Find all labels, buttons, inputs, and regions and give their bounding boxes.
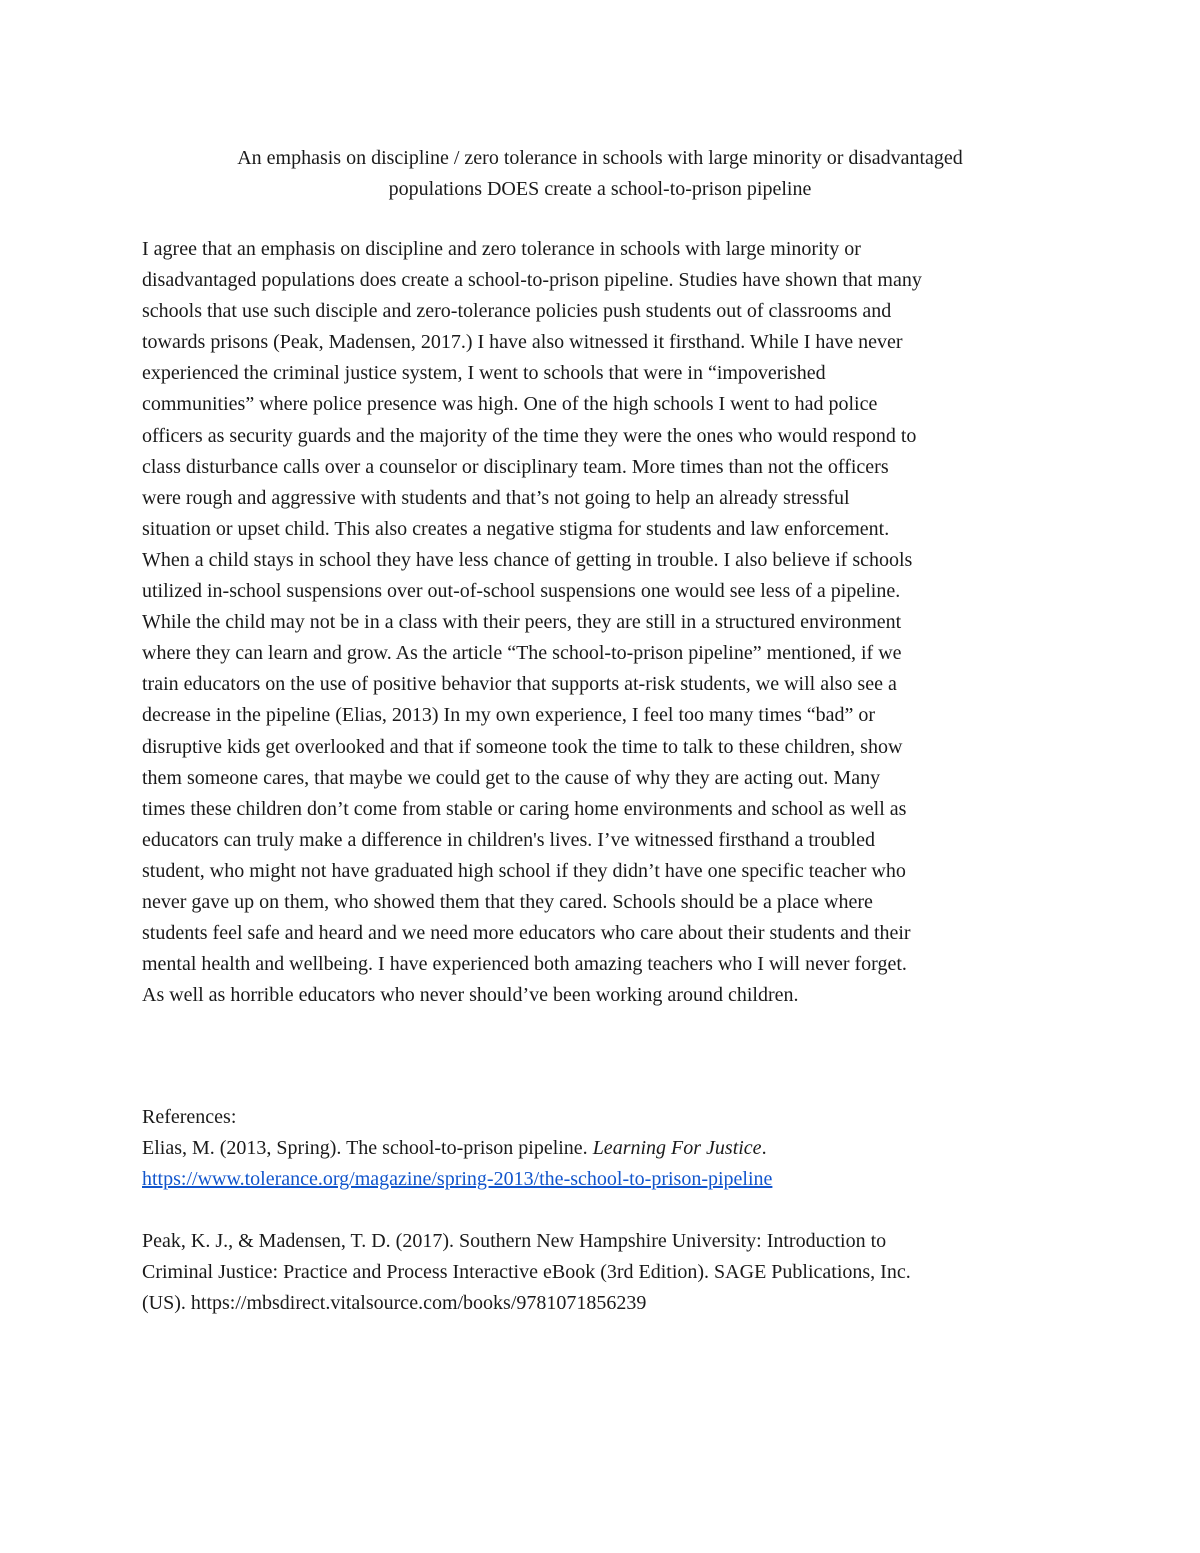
body-line: disruptive kids get overlooked and that if someone took the time to talk to these children, show: [142, 735, 903, 758]
title-line: populations DOES create a school-to-prison pipeline: [388, 178, 812, 200]
body-line: disadvantaged populations does create a school-to-prison pipeline. Studies have shown that many: [142, 269, 922, 292]
body-line: While the child may not be in a class with their peers, they are still in a structured environment: [142, 611, 902, 634]
body-paragraph: [142, 234, 1062, 1011]
body-line: times these children don’t come from stable or caring home environments and school as well as: [142, 797, 907, 820]
title-line: An emphasis on discipline / zero tolerance in schools with large minority or disadvantaged: [237, 147, 963, 169]
reference-elias: [142, 1133, 1062, 1164]
body-line: student, who might not have graduated high school if they didn’t have one specific teacher who: [142, 859, 906, 882]
body-line: When a child stays in school they have less chance of getting in trouble. I also believe if schools: [142, 548, 913, 571]
body-line: towards prisons (Peak, Madensen, 2017.) I have also witnessed it firsthand. While I have never: [142, 331, 903, 354]
references-heading: References:: [142, 1106, 237, 1128]
reference-peak-line: Peak, K. J., & Madensen, T. D. (2017). Southern New Hampshire University: Introduction to: [142, 1230, 887, 1252]
body-line: where they can learn and grow. As the article “The school-to-prison pipeline” mentioned, if we: [142, 642, 902, 665]
document-title: [140, 143, 1060, 205]
body-line: decrease in the pipeline (Elias, 2013) In my own experience, I feel too many times “bad” or: [142, 704, 876, 727]
body-line: As well as horrible educators who never should’ve been working around children.: [142, 984, 799, 1007]
references-section: [142, 1102, 1062, 1319]
body-line: situation or upset child. This also creates a negative stigma for students and law enforcement.: [142, 517, 890, 540]
body-line: officers as security guards and the majority of the time they were the ones who would respond to: [142, 424, 917, 447]
body-line: I agree that an emphasis on discipline and zero tolerance in schools with large minority or: [142, 238, 861, 260]
body-line: train educators on the use of positive behavior that supports at-risk students, we will also see a: [142, 673, 897, 696]
body-line: communities” where police presence was high. One of the high schools I went to had police: [142, 393, 878, 416]
reference-spacer: [142, 1195, 1062, 1226]
reference-elias-link[interactable]: https://www.tolerance.org/magazine/spring-2013/the-school-to-prison-pipeline: [142, 1168, 773, 1190]
body-line: schools that use such disciple and zero-tolerance policies push students out of classrooms and: [142, 300, 892, 323]
reference-elias-period: .: [761, 1137, 767, 1159]
body-line: utilized in-school suspensions over out-of-school suspensions one would see less of a pipeline.: [142, 580, 901, 603]
body-line: educators can truly make a difference in children's lives. I’ve witnessed firsthand a troubled: [142, 828, 875, 851]
body-line: students feel safe and heard and we need more educators who care about their students and their: [142, 922, 911, 945]
body-line: never gave up on them, who showed them that they cared. Schools should be a place where: [142, 890, 873, 913]
body-line: were rough and aggressive with students and that’s not going to help an already stressful: [142, 486, 850, 509]
reference-peak-line: Criminal Justice: Practice and Process Interactive eBook (3rd Edition). SAGE Publications, Inc.: [142, 1261, 911, 1283]
reference-elias-text: Elias, M. (2013, Spring). The school-to-prison pipeline.: [142, 1137, 593, 1159]
reference-peak-line: (US). https://mbsdirect.vitalsource.com/books/9781071856239: [142, 1292, 647, 1314]
body-line: mental health and wellbeing. I have experienced both amazing teachers who I will never forget.: [142, 953, 907, 976]
body-line: experienced the criminal justice system, I went to schools that were in “impoverished: [142, 362, 826, 385]
body-line: class disturbance calls over a counselor or disciplinary team. More times than not the officers: [142, 455, 889, 478]
reference-elias-url-line: [142, 1164, 1062, 1195]
reference-elias-journal: Learning For Justice: [592, 1137, 762, 1159]
body-line: them someone cares, that maybe we could get to the cause of why they are acting out. Many: [142, 766, 881, 789]
